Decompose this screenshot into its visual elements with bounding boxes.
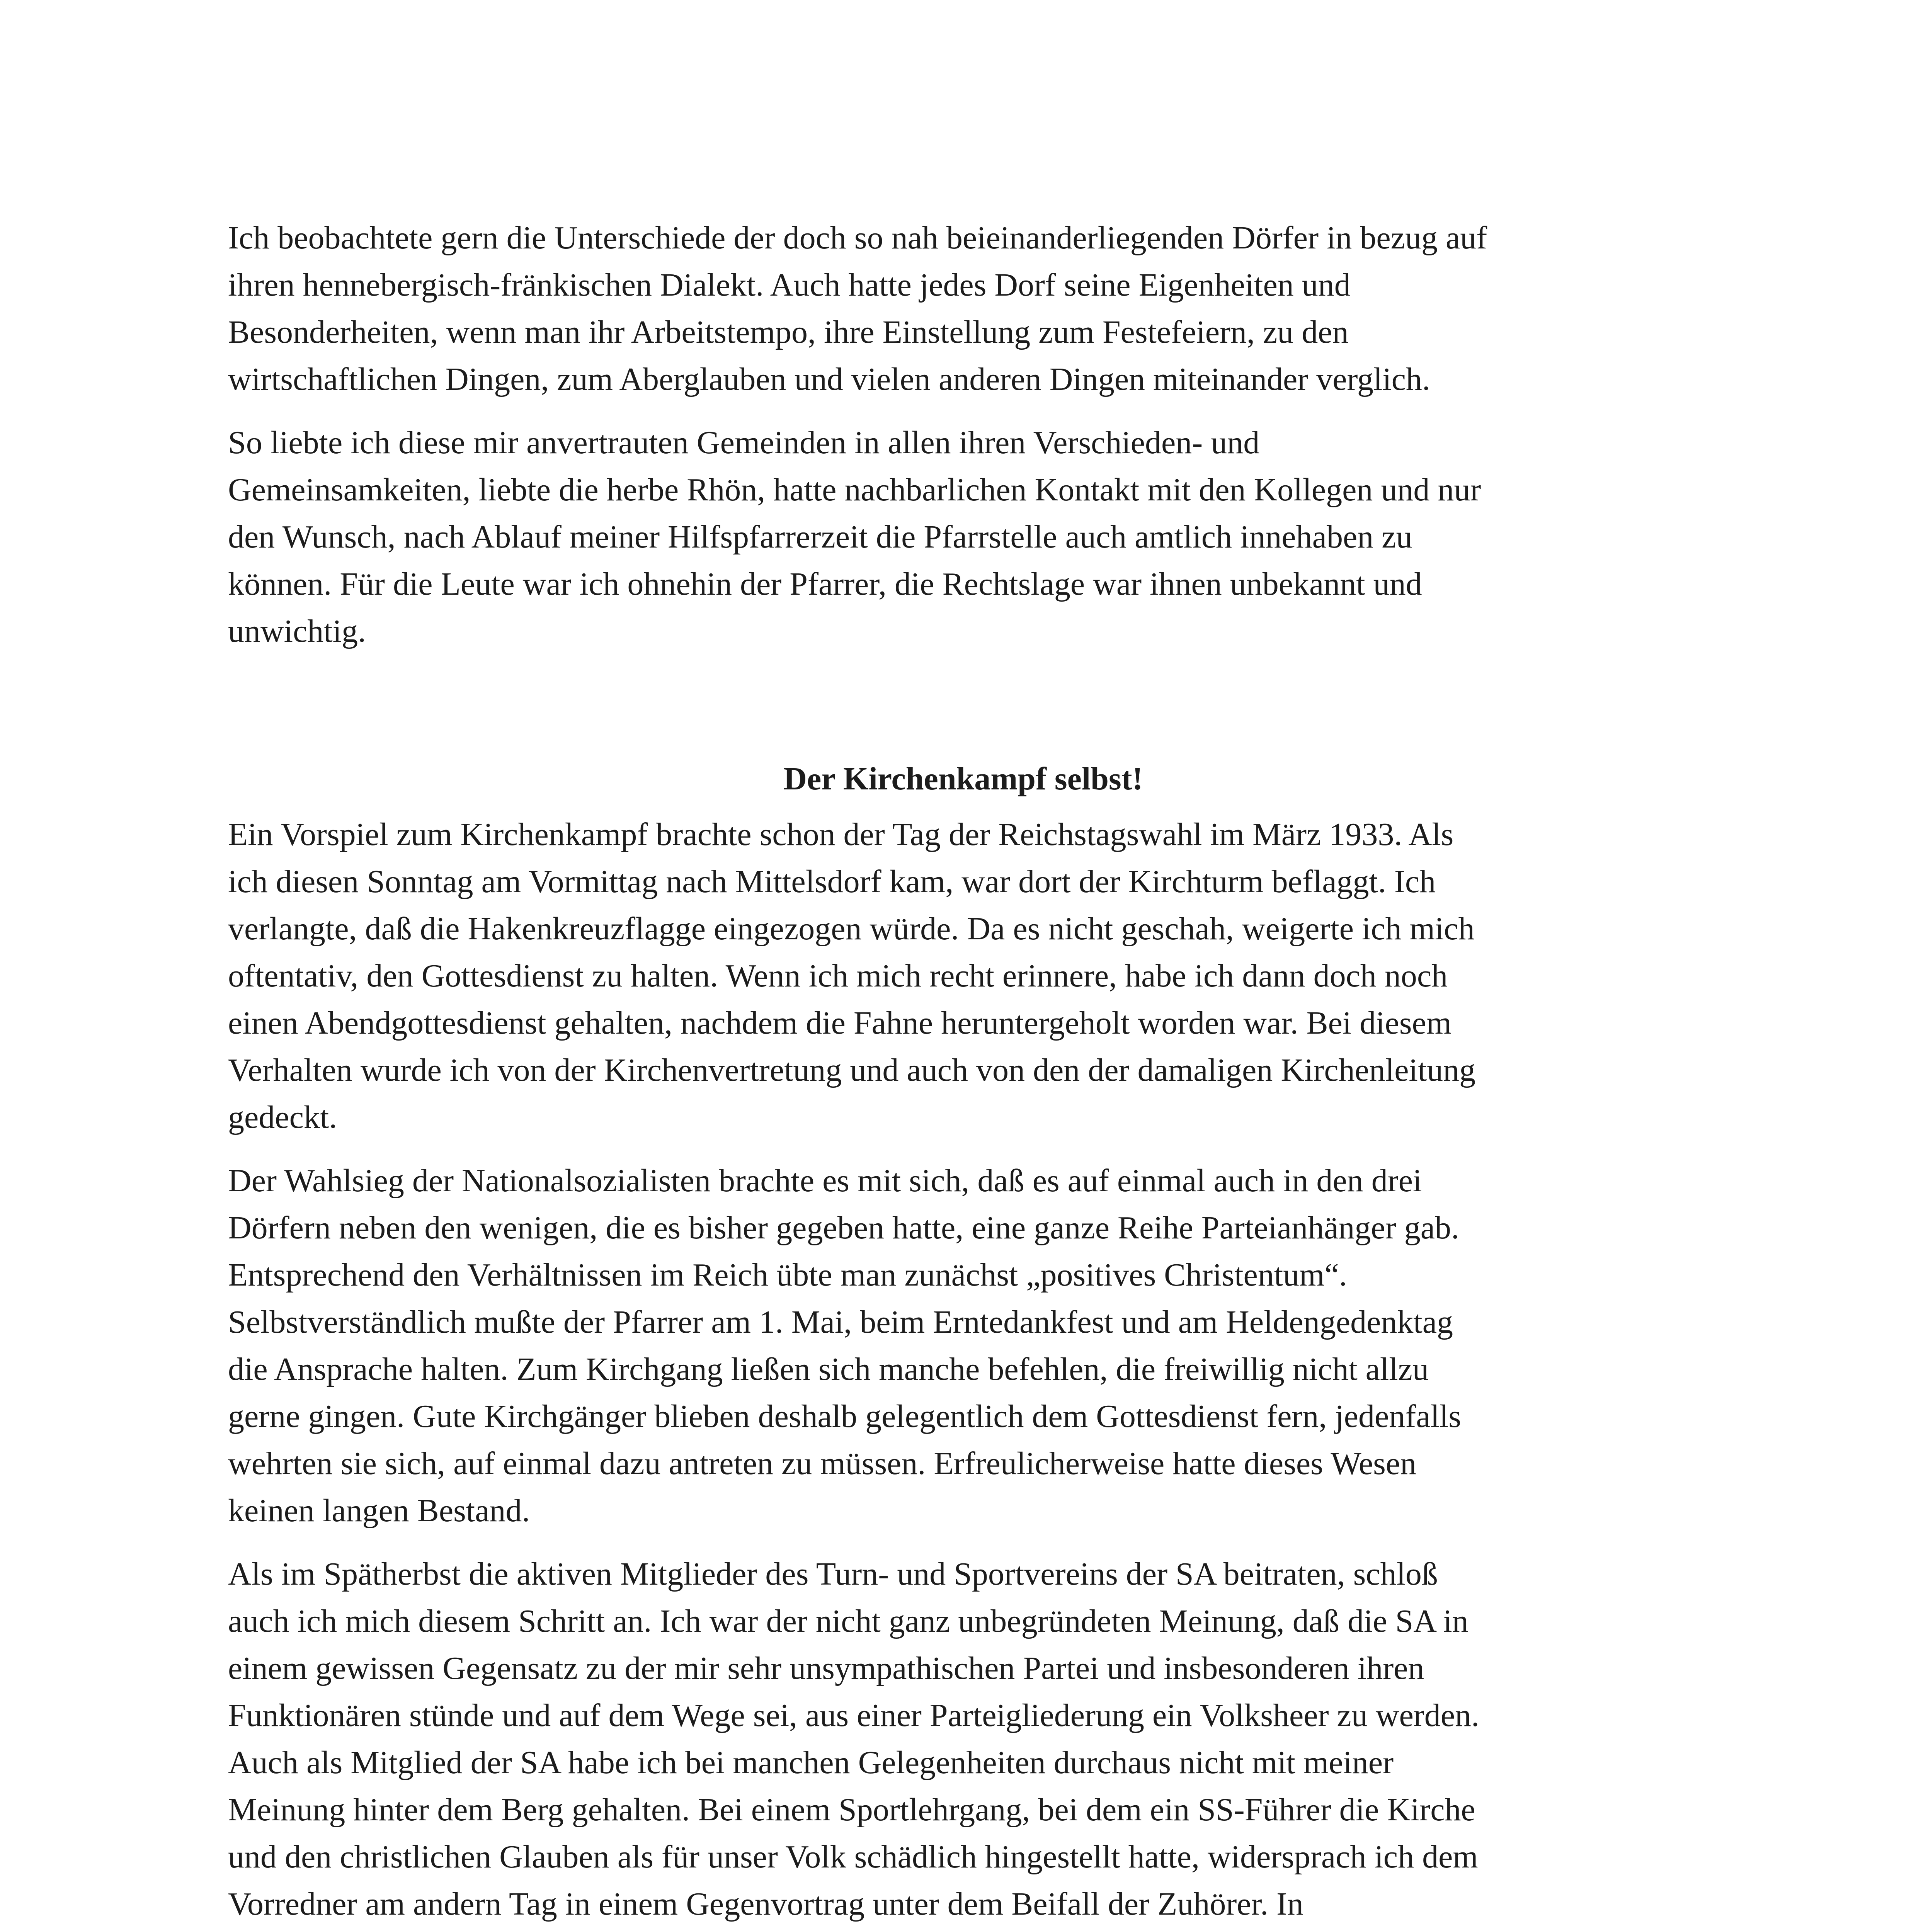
text-line: auch ich mich diesem Schritt an. Ich war der nicht ganz unbegründeten Meinung, daß die SA in xyxy=(228,1603,1468,1639)
text-line: Funktionären stünde und auf dem Wege sei, aus einer Parteigliederung ein Volksheer zu werden. xyxy=(228,1697,1480,1733)
text-line: einem gewissen Gegensatz zu der mir sehr unsympathischen Partei und insbesonderen ihren xyxy=(228,1650,1424,1686)
text-line: Gemeinsamkeiten, liebte die herbe Rhön, hatte nachbarlichen Kontakt mit den Kollegen und nur xyxy=(228,472,1481,508)
text-line: Entsprechend den Verhältnissen im Reich übte man zunächst „positives Christentum“. xyxy=(228,1257,1347,1293)
text-line: die Ansprache halten. Zum Kirchgang ließen sich manche befehlen, die freiwillig nicht allzu xyxy=(228,1351,1429,1387)
paragraph-election-day xyxy=(228,811,1698,1141)
text-line: unwichtig. xyxy=(228,613,366,649)
text-line: Besonderheiten, wenn man ihr Arbeitstempo, ihre Einstellung zum Festefeiern, zu den xyxy=(228,314,1349,350)
text-line: So liebte ich diese mir anvertrauten Gemeinden in allen ihren Verschieden- und xyxy=(228,425,1260,461)
text-line xyxy=(228,1928,1698,1932)
text-line: oftentativ, den Gottesdienst zu halten. Wenn ich mich recht erinnere, habe ich dann doch noch xyxy=(228,958,1448,994)
section-spacer xyxy=(228,671,1698,755)
text-line: Der Wahlsieg der Nationalsozialisten brachte es mit sich, daß es auf einmal auch in den drei xyxy=(228,1163,1422,1199)
text-line: Verhalten wurde ich von der Kirchenvertretung und auch von den der damaligen Kirchenleitung xyxy=(228,1052,1476,1088)
text-line: Ein Vorspiel zum Kirchenkampf brachte schon der Tag der Reichstagswahl im März 1933. Als xyxy=(228,816,1454,852)
text-line: ich diesen Sonntag am Vormittag nach Mittelsdorf kam, war dort der Kirchturm beflaggt. Ich xyxy=(228,864,1436,900)
text-line: Dörfern neben den wenigen, die es bisher gegeben hatte, eine ganze Reihe Parteianhänger gab. xyxy=(228,1210,1459,1246)
section-heading: Der Kirchenkampf selbst! xyxy=(783,761,1143,797)
text-line: Als im Spätherbst die aktiven Mitglieder des Turn- und Sportvereins der SA beitraten, schloß xyxy=(228,1556,1438,1592)
text-line: können. Für die Leute war ich ohnehin der Pfarrer, die Rechtslage war ihnen unbekannt und xyxy=(228,566,1422,602)
paragraph-parishes xyxy=(228,419,1698,655)
text-line: gerne gingen. Gute Kirchgänger blieben deshalb gelegentlich dem Gottesdienst fern, jedenfalls xyxy=(228,1398,1461,1434)
text-line: verlangte, daß die Hakenkreuzflagge eingezogen würde. Da es nicht geschah, weigerte ich mich xyxy=(228,911,1475,947)
text-line: gedeckt. xyxy=(228,1099,337,1135)
text-line: wehrten sie sich, auf einmal dazu antreten zu müssen. Erfreulicherweise hatte dieses Wesen xyxy=(228,1446,1417,1481)
document-body xyxy=(228,214,1698,1932)
text-line: und den christlichen Glauben als für unser Volk schädlich hingestellt hatte, widersprach ich dem xyxy=(228,1839,1478,1875)
text-line: Meinung hinter dem Berg gehalten. Bei einem Sportlehrgang, bei dem ein SS-Führer die Kirche xyxy=(228,1792,1475,1828)
text-line: Selbstverständlich mußte der Pfarrer am 1. Mai, beim Erntedankfest und am Heldengedenktag xyxy=(228,1304,1453,1340)
paragraph-dialects xyxy=(228,214,1698,403)
text-line: keinen langen Bestand. xyxy=(228,1493,530,1529)
text-line: wirtschaftlichen Dingen, zum Aberglauben und vielen anderen Dingen miteinander verglich. xyxy=(228,361,1430,397)
paragraph-sa-membership xyxy=(228,1551,1698,1932)
text-line: ihren hennebergisch-fränkischen Dialekt. Auch hatte jedes Dorf seine Eigenheiten und xyxy=(228,267,1351,303)
text-line: einen Abendgottesdienst gehalten, nachdem die Fahne heruntergeholt worden war. Bei diesem xyxy=(228,1005,1452,1041)
text-line: Vorredner am andern Tag in einem Gegenvortrag unter dem Beifall der Zuhörer. In xyxy=(228,1886,1303,1922)
paragraph-election-victory xyxy=(228,1157,1698,1534)
text-line: Auch als Mitglied der SA habe ich bei manchen Gelegenheiten durchaus nicht mit meiner xyxy=(228,1745,1394,1781)
text-line: den Wunsch, nach Ablauf meiner Hilfspfarrerzeit die Pfarrstelle auch amtlich innehaben zu xyxy=(228,519,1412,555)
text-line: Ich beobachtete gern die Unterschiede der doch so nah beieinanderliegenden Dörfer in bezug auf xyxy=(228,220,1487,256)
